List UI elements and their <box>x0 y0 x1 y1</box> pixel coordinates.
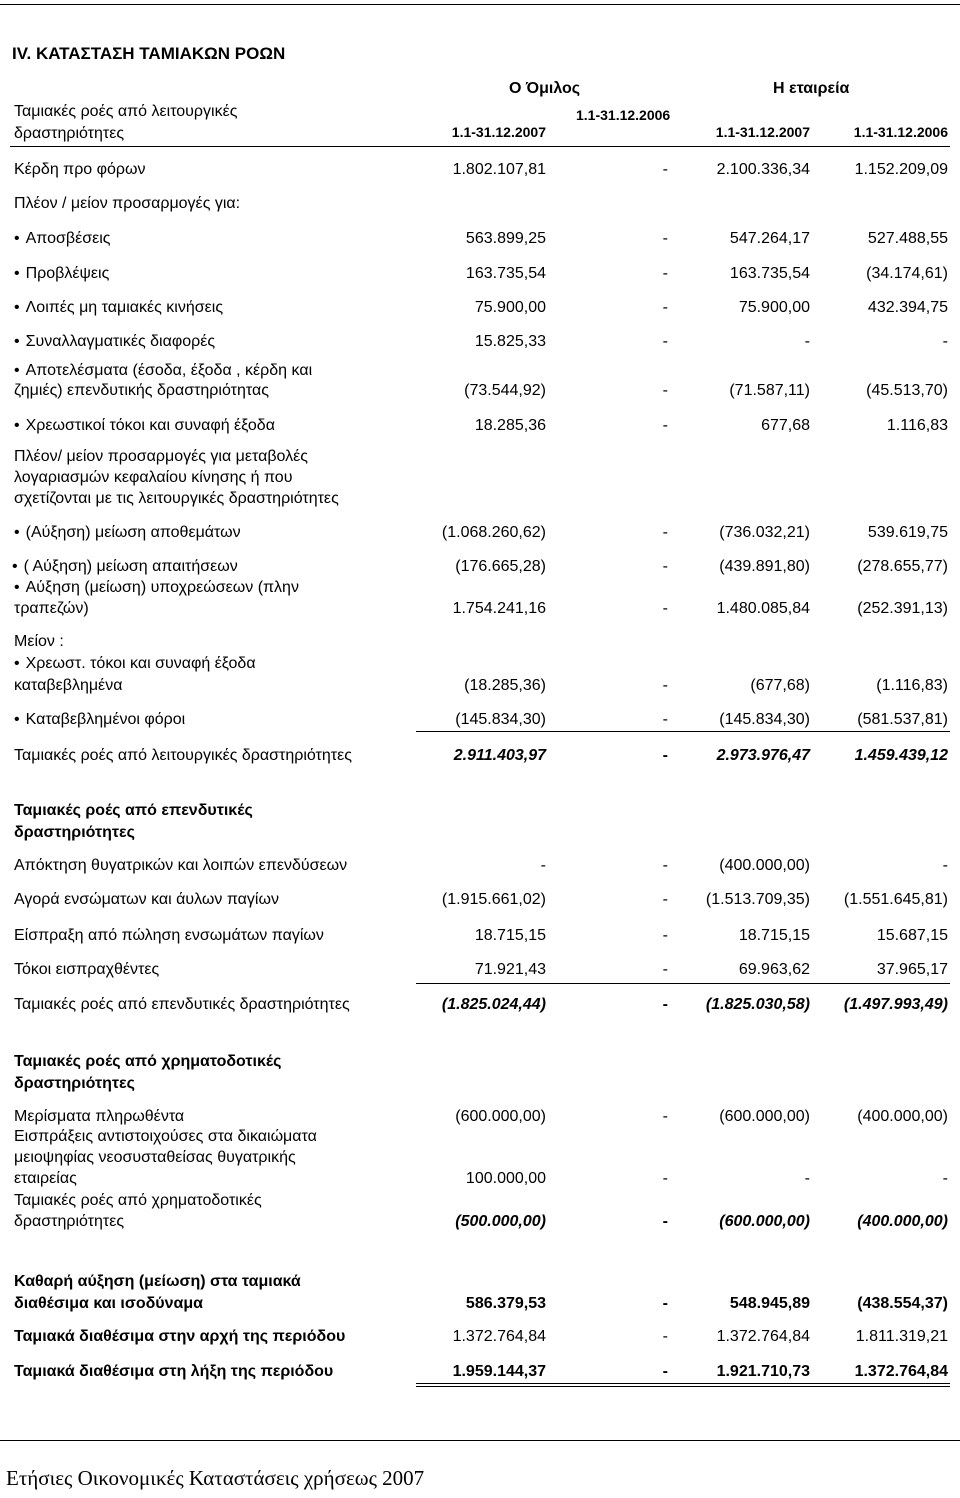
value-group-2006: - <box>662 524 668 541</box>
value-company-2006: 1.459.439,12 <box>854 747 948 764</box>
period-header-2-text: 1.1-31.12.2006 <box>576 107 671 123</box>
value-company-2007: (677,68) <box>750 677 810 694</box>
value-group-2006: - <box>662 1363 668 1380</box>
value-company-2007: 1.372.764,84 <box>716 1328 810 1345</box>
row-label: Ταμιακά διαθέσιμα στην αρχή της περιόδου <box>14 1328 346 1345</box>
value-company-2007: 163.735,54 <box>729 265 810 282</box>
value-company-2007: 547.264,17 <box>729 230 810 247</box>
investing-underline <box>416 983 950 984</box>
company-header: Η εταιρεία <box>773 80 850 97</box>
value-company-2006: (34.174,61) <box>866 265 948 282</box>
value-company-2006: (1.497.993,49) <box>843 996 948 1013</box>
value-company-2007: 548.945,89 <box>729 1295 810 1312</box>
value-group-2006: - <box>662 382 668 399</box>
value-company-2007: 18.715,15 <box>738 927 810 944</box>
row-label: • Λοιπές μη ταμιακές κινήσεις <box>14 297 414 318</box>
row-label: • Καταβεβλημένοι φόροι <box>14 709 414 730</box>
value-group-2007: 2.911.403,97 <box>453 747 546 764</box>
value-company-2007: (145.834,30) <box>719 711 810 728</box>
value-group-2006: - <box>662 558 668 575</box>
value-group-2007: 1.372.764,84 <box>452 1328 546 1345</box>
value-company-2006: (438.554,37) <box>857 1295 948 1312</box>
value-group-2006: - <box>662 1108 668 1125</box>
row-label: Αγορά ενσώματων και άυλων παγίων <box>14 891 279 908</box>
row-label: • Προβλέψεις <box>14 263 414 284</box>
row-label-line1: Ταμιακές ροές από χρηματοδοτικές <box>14 1192 262 1209</box>
value-group-2007: 18.285,36 <box>474 417 546 434</box>
row-label-line2: μειοψηφίας νεοσυσταθείσας θυγατρικής <box>14 1149 296 1166</box>
value-group-2007: (176.665,28) <box>455 558 546 575</box>
value-group-2007: 586.379,53 <box>465 1295 546 1312</box>
value-company-2006: 1.811.319,21 <box>855 1328 948 1345</box>
value-group-2007: (73.544,92) <box>464 382 546 399</box>
value-company-2007: 1.921.710,73 <box>716 1363 810 1380</box>
value-group-2006: - <box>662 677 668 694</box>
row-label: • Χρεωστικοί τόκοι και συναφή έξοδα <box>14 415 414 436</box>
value-company-2007: (600.000,00) <box>719 1108 810 1125</box>
value-company-2006: 539.619,75 <box>867 524 948 541</box>
page-title: IV. ΚΑΤΑΣΤΑΣΗ ΤΑΜΙΑΚΩΝ ΡΟΩΝ <box>12 44 286 63</box>
value-group-2006: - <box>662 600 668 617</box>
row-label-line2: διαθέσιμα και ισοδύναμα <box>14 1295 203 1312</box>
value-company-2006: (252.391,13) <box>857 600 948 617</box>
value-group-2006: - <box>662 961 668 978</box>
value-company-2007: 75.900,00 <box>738 299 810 316</box>
value-company-2006: (400.000,00) <box>857 1108 948 1125</box>
value-group-2006: - <box>662 857 668 874</box>
row-label-line2: δραστηριότητες <box>14 1213 125 1230</box>
closing-double-underline <box>416 1383 950 1387</box>
value-group-2007: 71.921,43 <box>474 961 546 978</box>
value-group-2007: 1.802.107,81 <box>452 161 546 178</box>
header-underline <box>10 146 950 147</box>
value-group-2007: 563.899,25 <box>465 230 546 247</box>
value-company-2006: (1.551.645,81) <box>843 891 948 908</box>
row-label: • (Αύξηση) μείωση αποθεμάτων <box>14 522 414 543</box>
row-label-line1: • Αποτελέσματα (έσοδα, έξοδα , κέρδη και <box>14 360 414 381</box>
value-company-2007: 69.963,62 <box>738 961 810 978</box>
value-company-2006: 432.394,75 <box>867 299 948 316</box>
value-group-2007: (1.825.024,44) <box>441 996 546 1013</box>
operating-section-label: Ταμιακές ροές από λειτουργικές δραστηριότητες <box>14 103 238 142</box>
row-label: • Συναλλαγματικές διαφορές <box>14 331 414 352</box>
value-group-2007: 18.715,15 <box>474 927 546 944</box>
row-label-line1: • Χρεωστ. τόκοι και συναφή έξοδα <box>14 653 414 674</box>
value-company-2006: (1.116,83) <box>876 677 948 694</box>
value-group-2006: - <box>662 1295 668 1312</box>
value-company-2006: - <box>942 857 948 874</box>
row-label: Ταμιακές ροές από επενδυτικές δραστηριότητες <box>14 996 350 1013</box>
value-group-2007: (145.834,30) <box>455 711 546 728</box>
value-group-2007: 75.900,00 <box>474 299 546 316</box>
row-label-line1: Εισπράξεις αντιστοιχούσες στα δικαιώματα <box>14 1128 317 1145</box>
value-company-2007: 2.100.336,34 <box>716 161 810 178</box>
value-company-2006: (45.513,70) <box>866 382 948 399</box>
row-label-line3: εταιρείας <box>14 1170 77 1187</box>
value-group-2007: 15.825,33 <box>474 333 546 350</box>
value-company-2006: - <box>942 333 948 350</box>
value-company-2006: 1.116,83 <box>886 417 948 434</box>
financing-heading: Ταμιακές ροές από χρηματοδοτικές δραστηριότητες <box>14 1053 282 1092</box>
row-label: Ταμιακές ροές από λειτουργικές δραστηριότητες <box>14 747 352 764</box>
value-company-2007: 677,68 <box>761 417 810 434</box>
value-company-2006: (581.537,81) <box>857 711 948 728</box>
value-group-2006: - <box>662 996 668 1013</box>
value-company-2006: 527.488,55 <box>867 230 948 247</box>
value-group-2006: - <box>662 711 668 728</box>
value-company-2007: (1.825.030,58) <box>705 996 810 1013</box>
value-group-2007: 163.735,54 <box>465 265 546 282</box>
row-label-line2: ζημιές) επενδυτικής δραστηριότητας <box>14 382 269 399</box>
value-group-2006: - <box>662 1213 668 1230</box>
value-company-2007: 2.973.976,47 <box>716 747 810 764</box>
taxes-underline <box>416 731 950 732</box>
period-header-3: 1.1-31.12.2007 <box>715 124 810 140</box>
value-company-2006: - <box>942 1170 948 1187</box>
value-group-2006: - <box>662 161 668 178</box>
value-company-2006: 15.687,15 <box>876 927 948 944</box>
value-group-2006: - <box>662 333 668 350</box>
value-company-2007: 1.480.085,84 <box>716 600 810 617</box>
row-label: Μείον : <box>14 633 64 650</box>
value-group-2007: (1.915.661,02) <box>441 891 546 908</box>
footer-text: Ετήσιες Οικονομικές Καταστάσεις χρήσεως 2007 <box>6 1466 425 1490</box>
row-label: Πλέον / μείον προσαρμογές για: <box>14 195 241 212</box>
row-label-line1: Πλέον/ μείον προσαρμογές για μεταβολές <box>14 448 308 465</box>
value-group-2006: - <box>662 927 668 944</box>
value-company-2007: (1.513.709,35) <box>705 891 810 908</box>
row-label: • ( Αύξηση) μείωση απαιτήσεων <box>12 556 412 577</box>
investing-heading: Ταμιακές ροές από επενδυτικές δραστηριότητες <box>14 802 253 841</box>
value-group-2006: - <box>662 891 668 908</box>
value-company-2007: (400.000,00) <box>719 857 810 874</box>
value-company-2006: 1.372.764,84 <box>854 1363 948 1380</box>
value-group-2007: 1.754.241,16 <box>452 600 546 617</box>
value-group-2007: 1.959.144,37 <box>452 1363 546 1380</box>
value-company-2006: 37.965,17 <box>876 961 948 978</box>
value-group-2006: - <box>662 1328 668 1345</box>
row-label: Απόκτηση θυγατρικών και λοιπών επενδύσεων <box>14 857 348 874</box>
row-label-line1: • Αύξηση (μείωση) υποχρεώσεων (πλην <box>14 577 414 598</box>
value-company-2006: (400.000,00) <box>857 1213 948 1230</box>
value-group-2007: (1.068.260,62) <box>441 524 546 541</box>
period-header-2 <box>576 106 671 125</box>
value-company-2007: (439.891,80) <box>719 558 810 575</box>
value-group-2007: (600.000,00) <box>455 1108 546 1125</box>
value-group-2006: - <box>662 230 668 247</box>
row-label: • Αποσβέσεις <box>14 228 414 249</box>
value-group-2006: - <box>662 417 668 434</box>
group-header: Ο Όμιλος <box>509 80 581 97</box>
value-group-2006: - <box>662 1170 668 1187</box>
value-group-2007: (500.000,00) <box>455 1213 546 1230</box>
value-group-2006: - <box>662 265 668 282</box>
value-company-2007: - <box>804 1170 810 1187</box>
value-company-2007: (71.587,11) <box>729 382 810 399</box>
row-label: Ταμιακά διαθέσιμα στη λήξη της περιόδου <box>14 1363 334 1380</box>
value-group-2006: - <box>662 299 668 316</box>
row-label: Τόκοι εισπραχθέντες <box>14 961 160 978</box>
value-company-2007: - <box>804 333 810 350</box>
value-company-2007: (736.032,21) <box>719 524 810 541</box>
top-rule <box>0 4 960 5</box>
value-group-2007: - <box>540 857 546 874</box>
value-company-2006: 1.152.209,09 <box>854 161 948 178</box>
row-label: Μερίσματα πληρωθέντα <box>14 1108 185 1125</box>
row-label: Είσπραξη από πώληση ενσωμάτων παγίων <box>14 927 324 944</box>
value-company-2006: (278.655,77) <box>857 558 948 575</box>
row-label-line2: καταβεβλημένα <box>14 677 123 694</box>
value-company-2007: (600.000,00) <box>719 1213 810 1230</box>
row-label-line1: Καθαρή αύξηση (μείωση) στα ταμιακά <box>14 1273 301 1290</box>
period-header-1: 1.1-31.12.2007 <box>451 124 546 140</box>
value-group-2007: 100.000,00 <box>465 1170 546 1187</box>
row-label-line3: σχετίζονται με τις λειτουργικές δραστηριότητες <box>14 490 339 507</box>
row-label-line2: λογαριασμών κεφαλαίου κίνησης ή που <box>14 469 293 486</box>
footer-rule <box>0 1440 960 1441</box>
period-header-4: 1.1-31.12.2006 <box>853 124 948 140</box>
value-group-2007: (18.285,36) <box>464 677 546 694</box>
value-group-2006: - <box>662 747 668 764</box>
row-label-line2: τραπεζών) <box>14 600 89 617</box>
row-label: Κέρδη προ φόρων <box>14 161 146 178</box>
